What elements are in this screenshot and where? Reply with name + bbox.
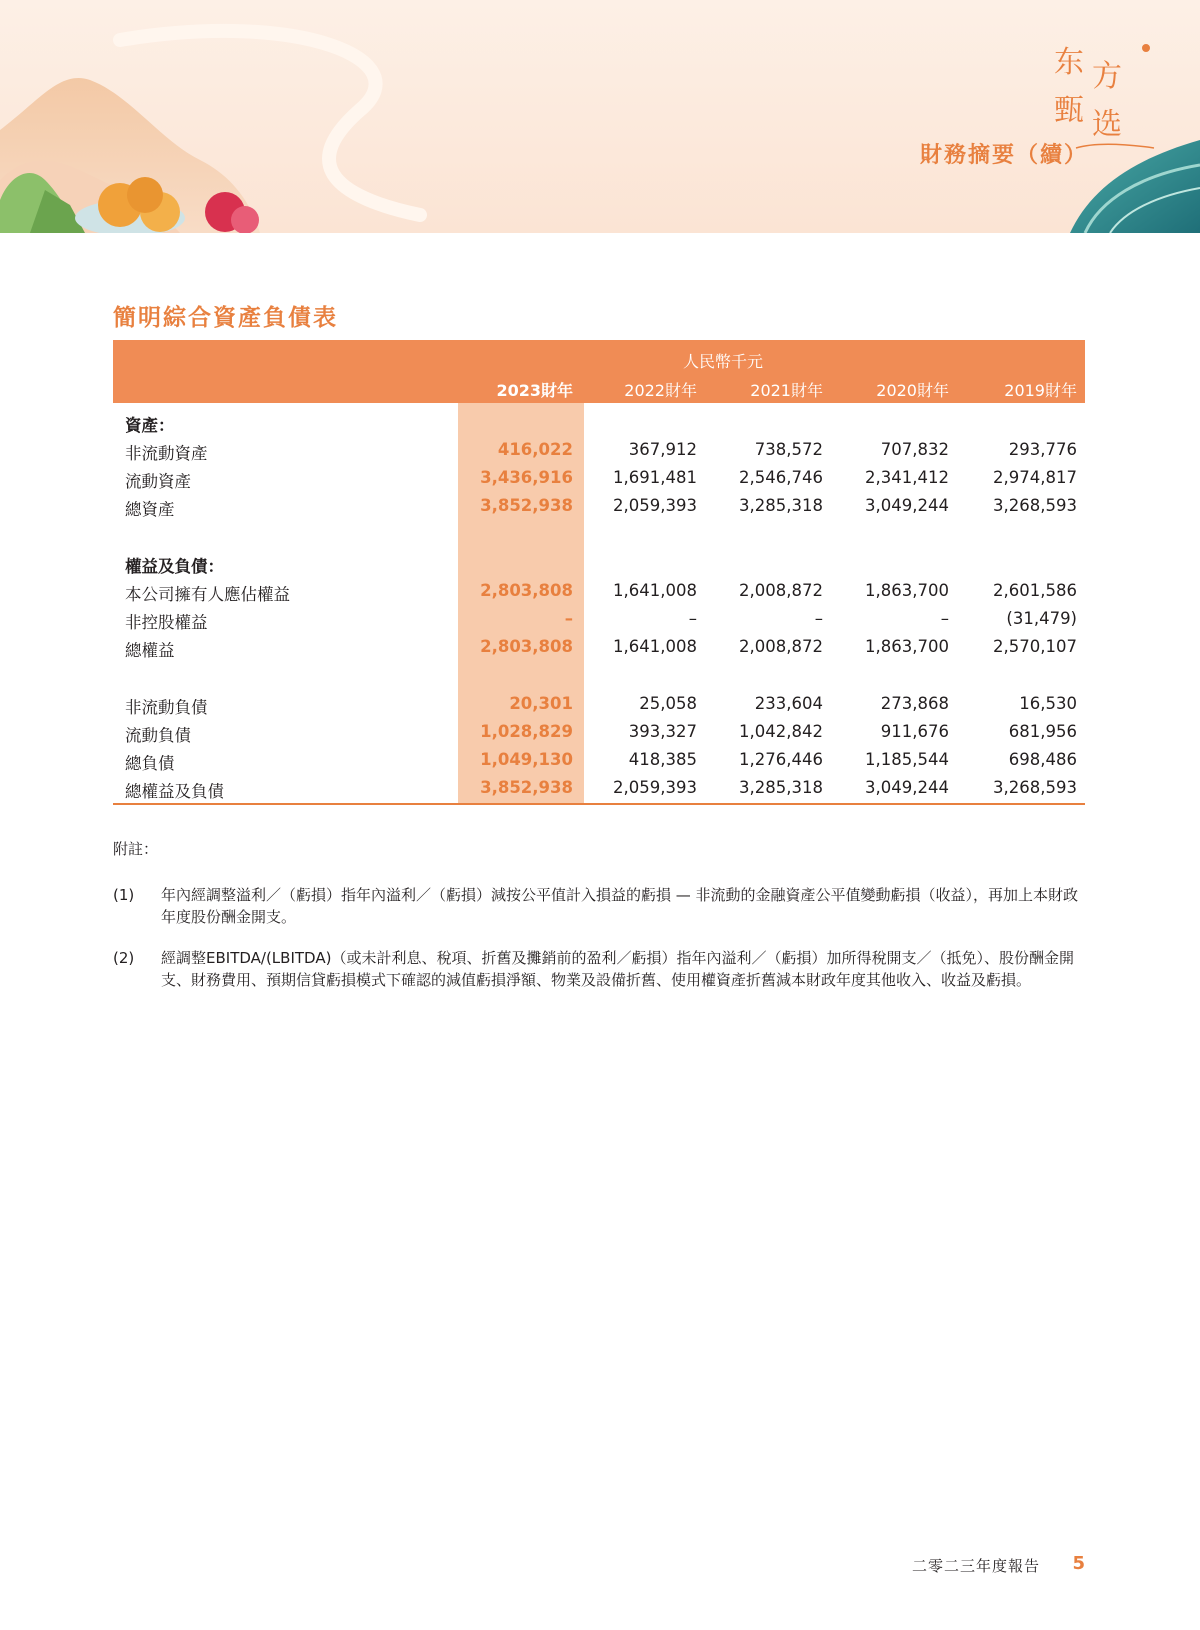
cell-value: – (814, 609, 823, 628)
cell-value: 3,852,938 (480, 778, 573, 797)
table-row (113, 437, 1085, 465)
cell-value: 3,436,916 (480, 468, 573, 487)
row-group-heading: 資產： (125, 416, 175, 435)
notes-title: 附註： (113, 840, 159, 858)
cell-value: 1,641,008 (613, 637, 697, 656)
cell-value: 2,974,817 (993, 468, 1077, 487)
balance-sheet-table (113, 340, 1085, 805)
cell-value: 25,058 (639, 694, 697, 713)
row-label: 本公司擁有人應佔權益 (125, 585, 290, 604)
table-row (113, 409, 1085, 437)
year-header-2022: 2022財年 (624, 381, 697, 400)
svg-text:选: 选 (1092, 107, 1122, 142)
svg-text:甄: 甄 (1054, 93, 1084, 128)
note-number: (2) (113, 949, 135, 967)
cell-value: 233,604 (754, 694, 823, 713)
year-header-2019: 2019財年 (1004, 381, 1077, 400)
cell-value: 738,572 (754, 440, 823, 459)
row-label: 總負債 (125, 754, 175, 773)
cell-value: 3,268,593 (993, 496, 1077, 515)
cell-value: 16,530 (1019, 694, 1077, 713)
cell-value: 1,641,008 (613, 581, 697, 600)
cell-value: 3,852,938 (480, 496, 573, 515)
cell-value: 2,341,412 (865, 468, 949, 487)
table-row (113, 691, 1085, 719)
cell-value: 393,327 (628, 722, 697, 741)
row-group-heading: 權益及負債： (125, 557, 224, 576)
cell-value: – (688, 609, 697, 628)
table-row (113, 465, 1085, 493)
table-row (113, 719, 1085, 747)
cell-value: 2,008,872 (739, 637, 823, 656)
svg-text:方: 方 (1092, 59, 1122, 94)
table-header (113, 340, 1085, 403)
table-row (113, 578, 1085, 606)
cell-value: – (564, 609, 573, 628)
cell-value: 3,049,244 (865, 496, 949, 515)
note-item (113, 884, 1085, 934)
cell-value: 293,776 (1008, 440, 1077, 459)
header-banner (0, 0, 1200, 233)
row-label: 總權益及負債 (125, 782, 224, 801)
cell-value: 20,301 (509, 694, 573, 713)
cell-value: 698,486 (1008, 750, 1077, 769)
table-row (113, 775, 1085, 803)
cell-value: – (940, 609, 949, 628)
cell-value: 1,863,700 (865, 637, 949, 656)
cell-value: 3,049,244 (865, 778, 949, 797)
cell-value: 1,276,446 (739, 750, 823, 769)
table-row (113, 606, 1085, 634)
section-title: 簡明綜合資產負債表 (113, 305, 338, 331)
cell-value: 416,022 (497, 440, 573, 459)
cell-value: (31,479) (1006, 609, 1077, 628)
row-label: 流動負債 (125, 726, 191, 745)
cell-value: 1,691,481 (613, 468, 697, 487)
cell-value: 1,042,842 (739, 722, 823, 741)
note-text: 經調整EBITDA/(LBITDA)（或未計利息、稅項、折舊及攤銷前的盈利／虧損）指年內溢利／（虧損）加所得稅開支／（抵免）、股份酬金開支、財務費用、預期信貸虧損模式下確認的減值虧損淨額、物業及設備折舊、使用權資產折舊減本財政年度其他收入、收益及虧損。 (161, 949, 1074, 989)
row-label: 非控股權益 (125, 613, 208, 632)
row-label: 非流動資產 (125, 444, 208, 463)
year-header-2021: 2021財年 (750, 381, 823, 400)
note-item (113, 947, 1085, 1017)
cell-value: 2,059,393 (613, 778, 697, 797)
note-number: (1) (113, 886, 135, 904)
cell-value: 2,059,393 (613, 496, 697, 515)
cell-value: 707,832 (880, 440, 949, 459)
cell-value: 273,868 (880, 694, 949, 713)
cell-value: 911,676 (880, 722, 949, 741)
row-label: 非流動負債 (125, 698, 208, 717)
cell-value: 2,570,107 (993, 637, 1077, 656)
table-row (113, 493, 1085, 521)
cell-value: 2,803,808 (480, 581, 573, 600)
cell-value: 418,385 (628, 750, 697, 769)
cell-value: 681,956 (1008, 722, 1077, 741)
cell-value: 1,185,544 (865, 750, 949, 769)
svg-text:东: 东 (1054, 45, 1084, 80)
cell-value: 3,285,318 (739, 778, 823, 797)
year-header-2023: 2023財年 (496, 381, 573, 400)
row-label: 總資產 (125, 500, 175, 519)
table-body (113, 403, 1085, 805)
cell-value: 367,912 (628, 440, 697, 459)
cell-value: 3,285,318 (739, 496, 823, 515)
page-number: 5 (1072, 1553, 1085, 1574)
table-row (113, 634, 1085, 662)
cell-value: 1,863,700 (865, 581, 949, 600)
cell-value: 1,049,130 (480, 750, 573, 769)
footer-report-label: 二零二三年度報告 (911, 1557, 1040, 1575)
note-text: 年內經調整溢利／（虧損）指年內溢利／（虧損）減按公平值計入損益的虧損 — 非流動的金融資產公平值變動虧損（收益），再加上本財政年度股份酬金開支。 (161, 886, 1079, 926)
row-label: 流動資產 (125, 472, 191, 491)
header-title: 財務摘要（續） (919, 143, 1088, 168)
brand-logo (1046, 24, 1156, 154)
cell-value: 2,803,808 (480, 637, 573, 656)
currency-label: 人民幣千元 (682, 352, 763, 371)
cell-value: 2,601,586 (993, 581, 1077, 600)
landscape-illustration (0, 0, 1200, 233)
cell-value: 2,008,872 (739, 581, 823, 600)
row-label: 總權益 (125, 641, 175, 660)
year-header-2020: 2020財年 (876, 381, 949, 400)
cell-value: 2,546,746 (739, 468, 823, 487)
table-row (113, 747, 1085, 775)
cell-value: 1,028,829 (480, 722, 573, 741)
table-row (113, 550, 1085, 578)
cell-value: 3,268,593 (993, 778, 1077, 797)
